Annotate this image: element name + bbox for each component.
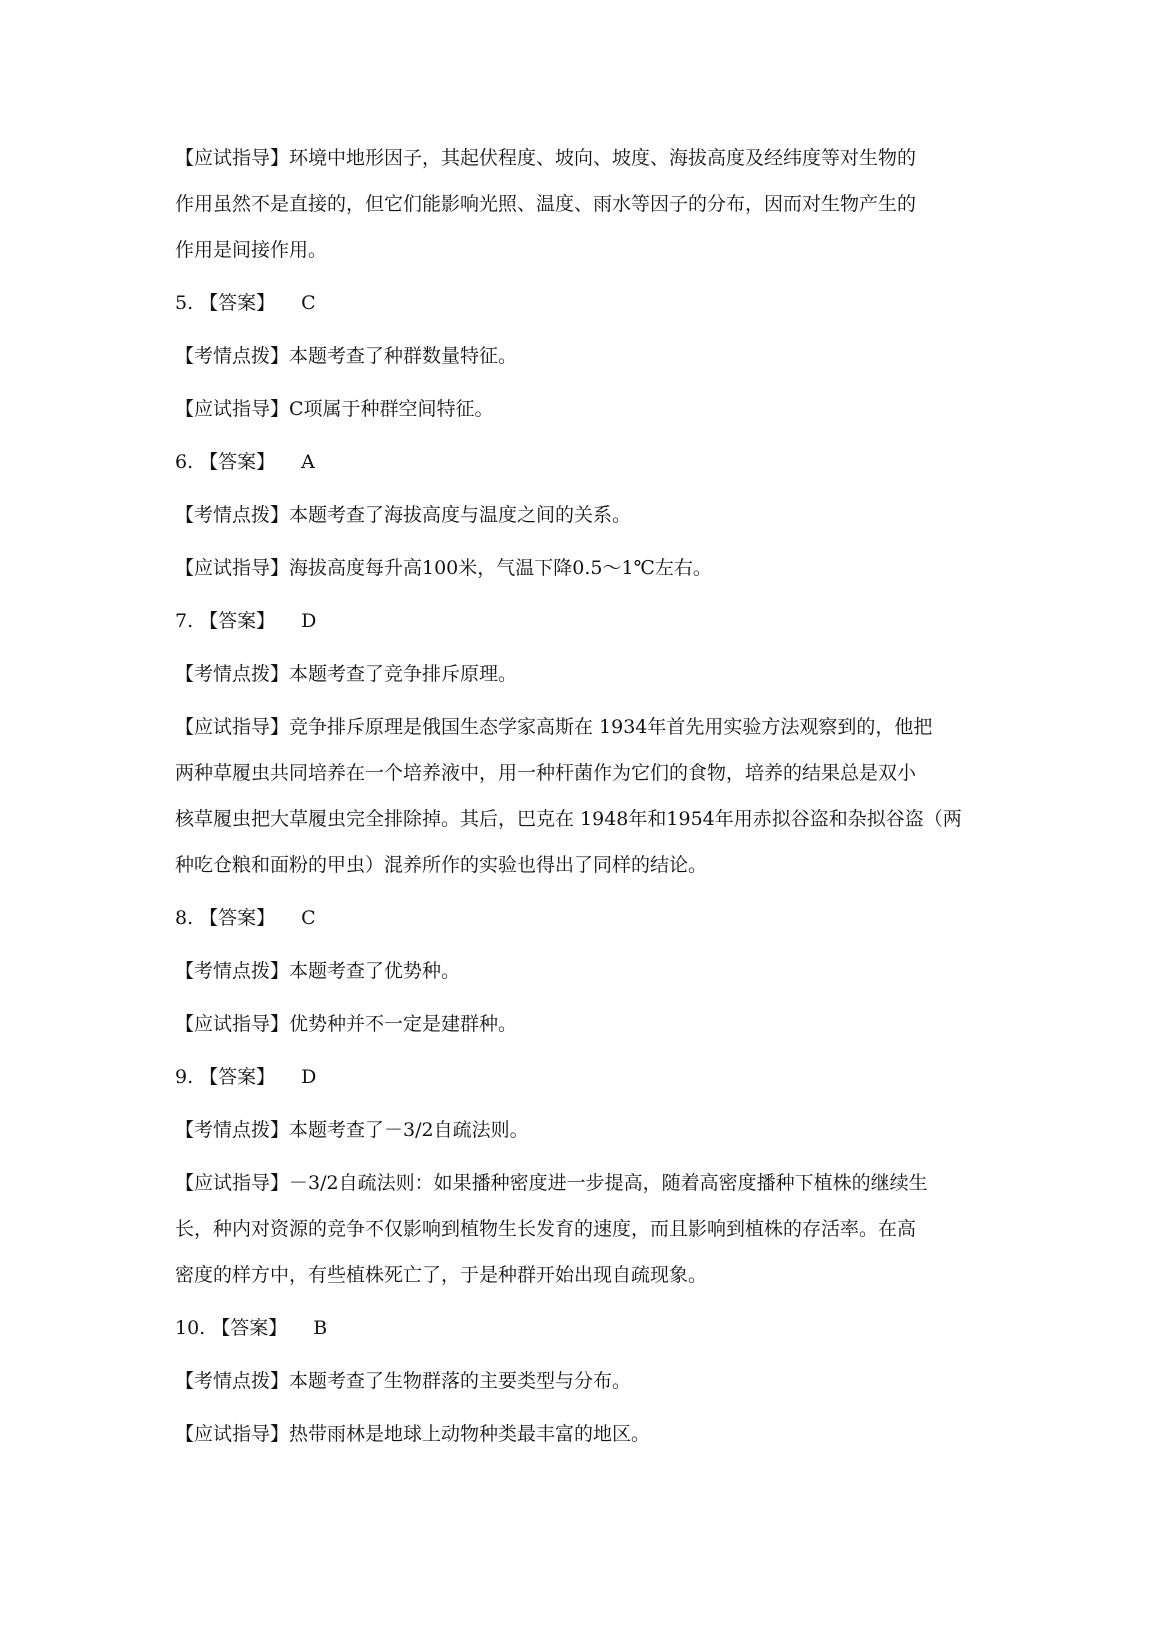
guide-line: 密度的样方中，有些植株死亡了，于是种群开始出现自疏现象。	[175, 1264, 708, 1286]
point-line-6	[175, 504, 995, 527]
guide-8	[175, 1013, 995, 1036]
answer-value: C	[301, 292, 316, 314]
answer-label: 【答案】	[199, 292, 276, 314]
guide-line: 核草履虫把大草履虫完全排除掉。其后，巴克在 1948年和1954年用赤拟谷盗和杂拟谷盗（两	[175, 808, 962, 830]
guide-9	[175, 1172, 995, 1287]
guide-line: 【应试指导】C项属于种群空间特征。	[175, 398, 494, 420]
answer-content	[175, 147, 995, 1476]
answer-value: B	[313, 1317, 328, 1339]
exam-point: 【考情点拨】本题考查了优势种。	[175, 960, 461, 982]
guide-line: 【应试指导】热带雨林是地球上动物种类最丰富的地区。	[175, 1423, 651, 1445]
answer-row	[175, 451, 995, 474]
answer-label: 【答案】	[199, 610, 276, 632]
answer-line-9	[175, 1066, 995, 1089]
answer-label: 【答案】	[211, 1317, 288, 1339]
guide-line: 【应试指导】海拔高度每升高100米，气温下降0.5～1℃左右。	[175, 557, 712, 579]
answer-row	[175, 907, 995, 930]
guide-line: 长，种内对资源的竞争不仅影响到植物生长发育的速度，而且影响到植株的存活率。在高	[175, 1218, 917, 1240]
guide-line: 【应试指导】竞争排斥原理是俄国生态学家高斯在 1934年首先用实验方法观察到的，他把	[175, 716, 933, 738]
guide-line: 两种草履虫共同培养在一个培养液中，用一种杆菌作为它们的食物，培养的结果总是双小	[175, 762, 917, 784]
guide-line: 【应试指导】优势种并不一定是建群种。	[175, 1013, 518, 1035]
guide-line: 种吃仓粮和面粉的甲虫）混养所作的实验也得出了同样的结论。	[175, 854, 708, 876]
answer-line-8	[175, 907, 995, 930]
exam-point: 【考情点拨】本题考查了生物群落的主要类型与分布。	[175, 1370, 632, 1392]
text-line: 【应试指导】环境中地形因子，其起伏程度、坡向、坡度、海拔高度及经纬度等对生物的	[175, 147, 917, 169]
answer-line-7	[175, 610, 995, 633]
point-line-7	[175, 663, 995, 686]
point-line-9	[175, 1119, 995, 1142]
exam-point: 【考情点拨】本题考查了－3/2自疏法则。	[175, 1119, 529, 1141]
question-number: 5.	[175, 292, 194, 314]
intro-guide	[175, 147, 995, 262]
answer-row	[175, 1066, 995, 1089]
guide-6	[175, 557, 995, 580]
guide-10	[175, 1423, 995, 1446]
exam-point: 【考情点拨】本题考查了种群数量特征。	[175, 345, 518, 367]
text-line: 作用虽然不是直接的，但它们能影响光照、温度、雨水等因子的分布，因而对生物产生的	[175, 193, 917, 215]
answer-value: C	[301, 907, 316, 929]
question-number: 7.	[175, 610, 194, 632]
answer-label: 【答案】	[199, 451, 276, 473]
answer-line-10	[175, 1317, 995, 1340]
answer-row	[175, 292, 995, 315]
answer-row	[175, 1317, 995, 1340]
answer-label: 【答案】	[199, 1066, 276, 1088]
text-line: 作用是间接作用。	[175, 239, 328, 261]
answer-value: D	[301, 610, 317, 632]
answer-line-5	[175, 292, 995, 315]
point-line-10	[175, 1370, 995, 1393]
question-number: 9.	[175, 1066, 194, 1088]
guide-line: 【应试指导】－3/2自疏法则：如果播种密度进一步提高，随着高密度播种下植株的继续生	[175, 1172, 928, 1194]
guide-5	[175, 398, 995, 421]
question-number: 6.	[175, 451, 194, 473]
point-line-5	[175, 345, 995, 368]
answer-line-6	[175, 451, 995, 474]
guide-7	[175, 716, 995, 877]
exam-point: 【考情点拨】本题考查了海拔高度与温度之间的关系。	[175, 504, 632, 526]
question-number: 10.	[175, 1317, 206, 1339]
question-number: 8.	[175, 907, 194, 929]
answer-value: A	[301, 451, 315, 473]
point-line-8	[175, 960, 995, 983]
answer-row	[175, 610, 995, 633]
answer-value: D	[301, 1066, 317, 1088]
exam-point: 【考情点拨】本题考查了竞争排斥原理。	[175, 663, 518, 685]
answer-label: 【答案】	[199, 907, 276, 929]
